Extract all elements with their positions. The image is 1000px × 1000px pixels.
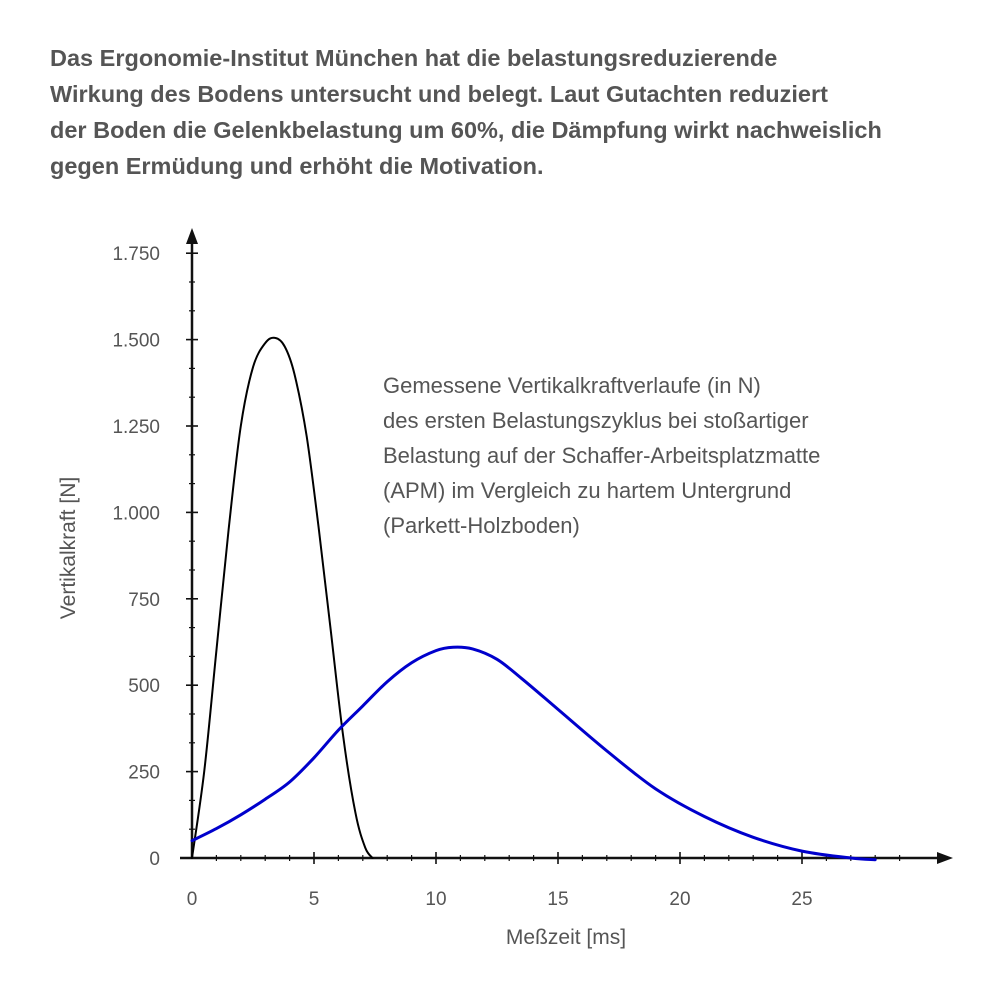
y-axis-title: Vertikalkraft [N] (57, 476, 80, 620)
headline-line-2: Wirkung des Bodens untersucht und belegt. Laut Gutachten reduziert (50, 81, 828, 107)
y-tick-label: 0 (149, 849, 160, 870)
y-tick-label: 1.250 (112, 417, 160, 438)
y-tick-label: 250 (128, 762, 160, 784)
x-axis-arrow (937, 852, 953, 864)
axes (180, 228, 953, 864)
annotation-line-2: des ersten Belastungszyklus bei stoßartiger (383, 408, 809, 433)
annotation-line-5: (Parkett-Holzboden) (383, 513, 580, 538)
headline-line-3: der Boden die Gelenkbelastung um 60%, die Dämpfung wirkt nachweislich (50, 117, 882, 143)
y-tick-label: 1.000 (112, 503, 160, 525)
x-axis-title: Meßzeit [ms] (505, 926, 627, 949)
chart-annotation (383, 373, 820, 538)
annotation-line-1: Gemessene Vertikalkraftverlaufe (in N) (383, 373, 761, 398)
headline-line-4: gegen Ermüdung und erhöht die Motivation. (50, 153, 544, 179)
y-tick-label: 1.500 (112, 330, 160, 352)
x-tick-label: 10 (425, 889, 447, 910)
x-tick-label: 5 (308, 889, 320, 910)
x-tick-label: 15 (547, 889, 569, 910)
headline-line-1: Das Ergonomie-Institut München hat die belastungsreduzierende (50, 45, 778, 71)
y-tick-label: 500 (128, 676, 160, 698)
annotation-line-3: Belastung auf der Schaffer-Arbeitsplatzmatte (383, 443, 821, 468)
series-line-mat (192, 647, 875, 860)
y-tick-label: 1.750 (112, 244, 160, 266)
annotation-line-4: (APM) im Vergleich zu hartem Untergrund (383, 478, 792, 503)
x-tick-label: 20 (669, 889, 691, 910)
x-tick-label: 0 (186, 889, 198, 910)
y-axis-arrow (186, 228, 198, 244)
x-tick-label: 25 (791, 889, 813, 910)
y-tick-label: 750 (128, 589, 160, 611)
ticks (112, 244, 899, 910)
series-line-hard-floor (192, 338, 373, 858)
